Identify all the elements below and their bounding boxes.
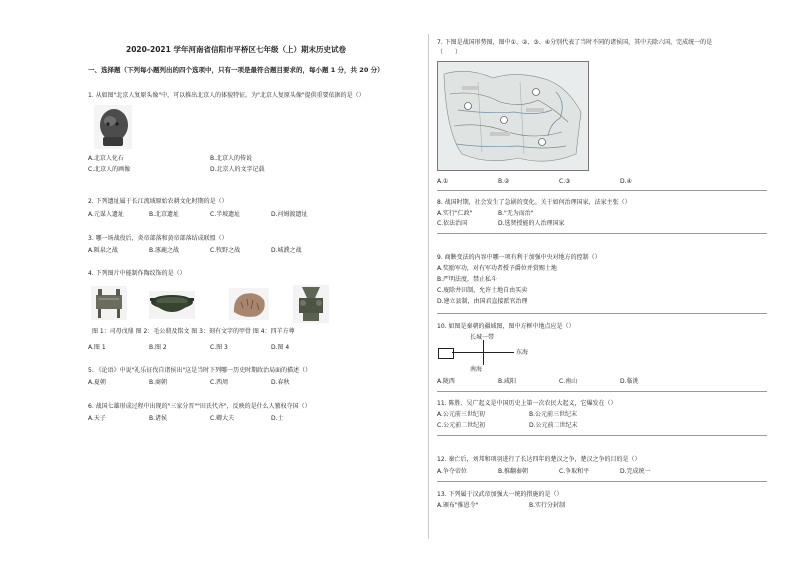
q13-stem: 13. 下列属于汉武帝加强大一统的措施的是（） [437, 491, 563, 498]
q3-option-d: D.城濮之战 [271, 247, 302, 254]
q12-stem: 12. 秦亡后，刘邦和项羽进行了长达四年的楚汉之争，楚汉之争的目的是（） [437, 456, 641, 463]
q10-label-east-sea: 东海 [516, 349, 529, 356]
warring-states-map [437, 61, 589, 171]
siyang-fangzun-image [293, 285, 329, 323]
q2-option-d: D.河姆渡遗址 [271, 211, 308, 218]
q12-rule [437, 481, 767, 482]
q11-option-a: A.公元前三世纪初 [437, 411, 485, 418]
q10-option-b: B.咸阳 [498, 378, 517, 385]
map-graphic [438, 62, 588, 170]
q4-option-c: C.图 3 [210, 344, 228, 351]
q7-option-b: B.② [498, 178, 510, 185]
q1-option-d: D.北京人的文字记载 [210, 166, 265, 173]
q1-option-a: A.北京人化石 [88, 155, 124, 162]
q7-rule [437, 190, 767, 191]
q10-label-great-wall: 长城一带 [470, 334, 495, 341]
q12-option-b: B.推翻秦朝 [498, 468, 529, 475]
exam-title: 2020-2021 学年河南省信阳市平桥区七年级（上）期末历史试卷 [126, 45, 346, 54]
q1-option-c: C.北京人的画像 [88, 166, 131, 173]
q11-rule [437, 435, 767, 436]
q8-option-d: D.选贤授能的人治理国家 [498, 220, 565, 227]
q9-option-d: D.建立县制，由国君直接派官治理 [437, 298, 528, 305]
q1-stem: 1. 从如图"北京人复原头像"中，可以推出北京人的体貌特征。为"北京人复原头像"提供重要依据的是（） [88, 92, 365, 99]
column-divider [428, 34, 429, 539]
q9-option-b: B.严明法度，禁止私斗 [437, 276, 498, 283]
q4-option-b: B.图 2 [149, 344, 167, 351]
q9-option-c: C.废除井田制，允许土地自由买卖 [437, 287, 528, 294]
q5-option-c: C.西周 [210, 379, 229, 386]
q4-caption: 图 1：司母戊鼎 图 2：毛公鼎及铭文 图 3：刻有文字的甲骨 图 4：四羊方尊 [92, 328, 295, 335]
q13-option-b: B.实行分封制 [529, 502, 566, 509]
q4-option-d: D.图 4 [271, 344, 290, 351]
q2-option-a: A.元谋人遗址 [88, 211, 124, 218]
q6-option-b: B.诸侯 [149, 415, 168, 422]
q11-option-d: D.公元前二世纪末 [529, 422, 578, 429]
q10-blank-box [438, 348, 454, 359]
q10-rule [437, 391, 767, 392]
q4-stem: 4. 下列图片中能制作陶纹饰的是（） [88, 270, 186, 277]
q12-option-c: C.争取和平 [559, 468, 590, 475]
q12-option-d: D.完成统一 [620, 468, 651, 475]
q9-stem: 9. 商鞅变法的内容中哪一项有利于加强中央对地方的控制（） [437, 254, 601, 261]
q8-option-c: C.依法治国 [437, 220, 468, 227]
q6-option-d: D.士 [271, 415, 284, 422]
q10-option-d: D.临洮 [620, 378, 639, 385]
q2-option-b: B.北京遗址 [149, 211, 180, 218]
q5-option-d: D.春秋 [271, 379, 290, 386]
q3-option-a: A.阪泉之战 [88, 247, 118, 254]
q7-stem: 7. 下图是战国形势图，图中①、②、③、④分别代表了当时不同的诸侯国，其中夫除六国，完成统一的是 [437, 39, 713, 46]
q3-option-b: B.涿鹿之战 [149, 247, 180, 254]
q7-option-c: C.③ [559, 178, 571, 185]
q5-option-b: B.商朝 [149, 379, 168, 386]
q10-option-a: A.陇西 [437, 378, 455, 385]
peking-man-head-image [94, 105, 132, 149]
q11-stem: 11. 陈胜、吴广起义是中国历史上第一次农民大起义，它爆发在（） [437, 400, 617, 407]
q10-option-c: C.南山 [559, 378, 578, 385]
q6-option-a: A.天子 [88, 415, 106, 422]
q9-option-a: A.奖励军功，对有军功者授予爵位并赏赐土地 [437, 265, 557, 272]
q5-option-a: A.夏朝 [88, 379, 106, 386]
q10-label-south-sea: 南海 [470, 366, 483, 373]
q3-option-c: C.牧野之战 [210, 247, 241, 254]
maogong-ding-image [149, 291, 195, 319]
q11-option-c: C.公元前二世纪初 [437, 422, 486, 429]
q2-option-c: C.半坡遗址 [210, 211, 241, 218]
simuwu-ding-image [91, 286, 127, 320]
q10-map-line-vertical [483, 340, 484, 365]
q8-rule [437, 233, 767, 234]
q2-stem: 2. 下列遗址属于长江流域原始农耕文化时期的是（） [88, 198, 228, 205]
q7-option-d: D.④ [620, 178, 632, 185]
q6-stem: 6. 战国七雄形成过程中出现的"三家分晋""田氏代齐"，反映的是什么人篡权夺国（） [88, 403, 311, 410]
oracle-bone-image [229, 288, 269, 320]
q7-option-a: A.① [437, 178, 449, 185]
q8-option-b: B."无为而治" [498, 210, 534, 217]
q3-stem: 3. 哪一场战役后，炎帝部落和黄帝部落结成联盟（） [88, 235, 228, 242]
q8-stem: 8. 战国时期，社会发生了急剧的变化。关于如何治理国家，法家主张（） [437, 199, 631, 206]
q11-option-b: B.公元前三世纪末 [529, 411, 578, 418]
q8-option-a: A.实行"仁政" [437, 210, 473, 217]
q7-stem-continuation: （ ） [437, 49, 462, 56]
q5-stem: 5. 《论语》中说"礼乐征伐自诸侯出"这是当时下列哪一历史时期政治局面的描述（） [88, 367, 312, 374]
q13-option-a: A.颁布"推恩令" [437, 502, 479, 509]
q12-option-a: A.争夺帝位 [437, 468, 467, 475]
q6-option-c: C.卿大夫 [210, 415, 235, 422]
q1-option-b: B.北京人的传说 [210, 155, 253, 162]
q10-stem: 10. 如图是秦朝的疆域图，图中方框中地点应是（） [437, 323, 575, 330]
section-heading: 一、选择题（下列每小题列出的四个选项中，只有一项是最符合题目要求的，每小题 1 分，共 20 分） [88, 66, 384, 74]
q9-rule [437, 313, 767, 314]
q4-option-a: A.图 1 [88, 344, 106, 351]
